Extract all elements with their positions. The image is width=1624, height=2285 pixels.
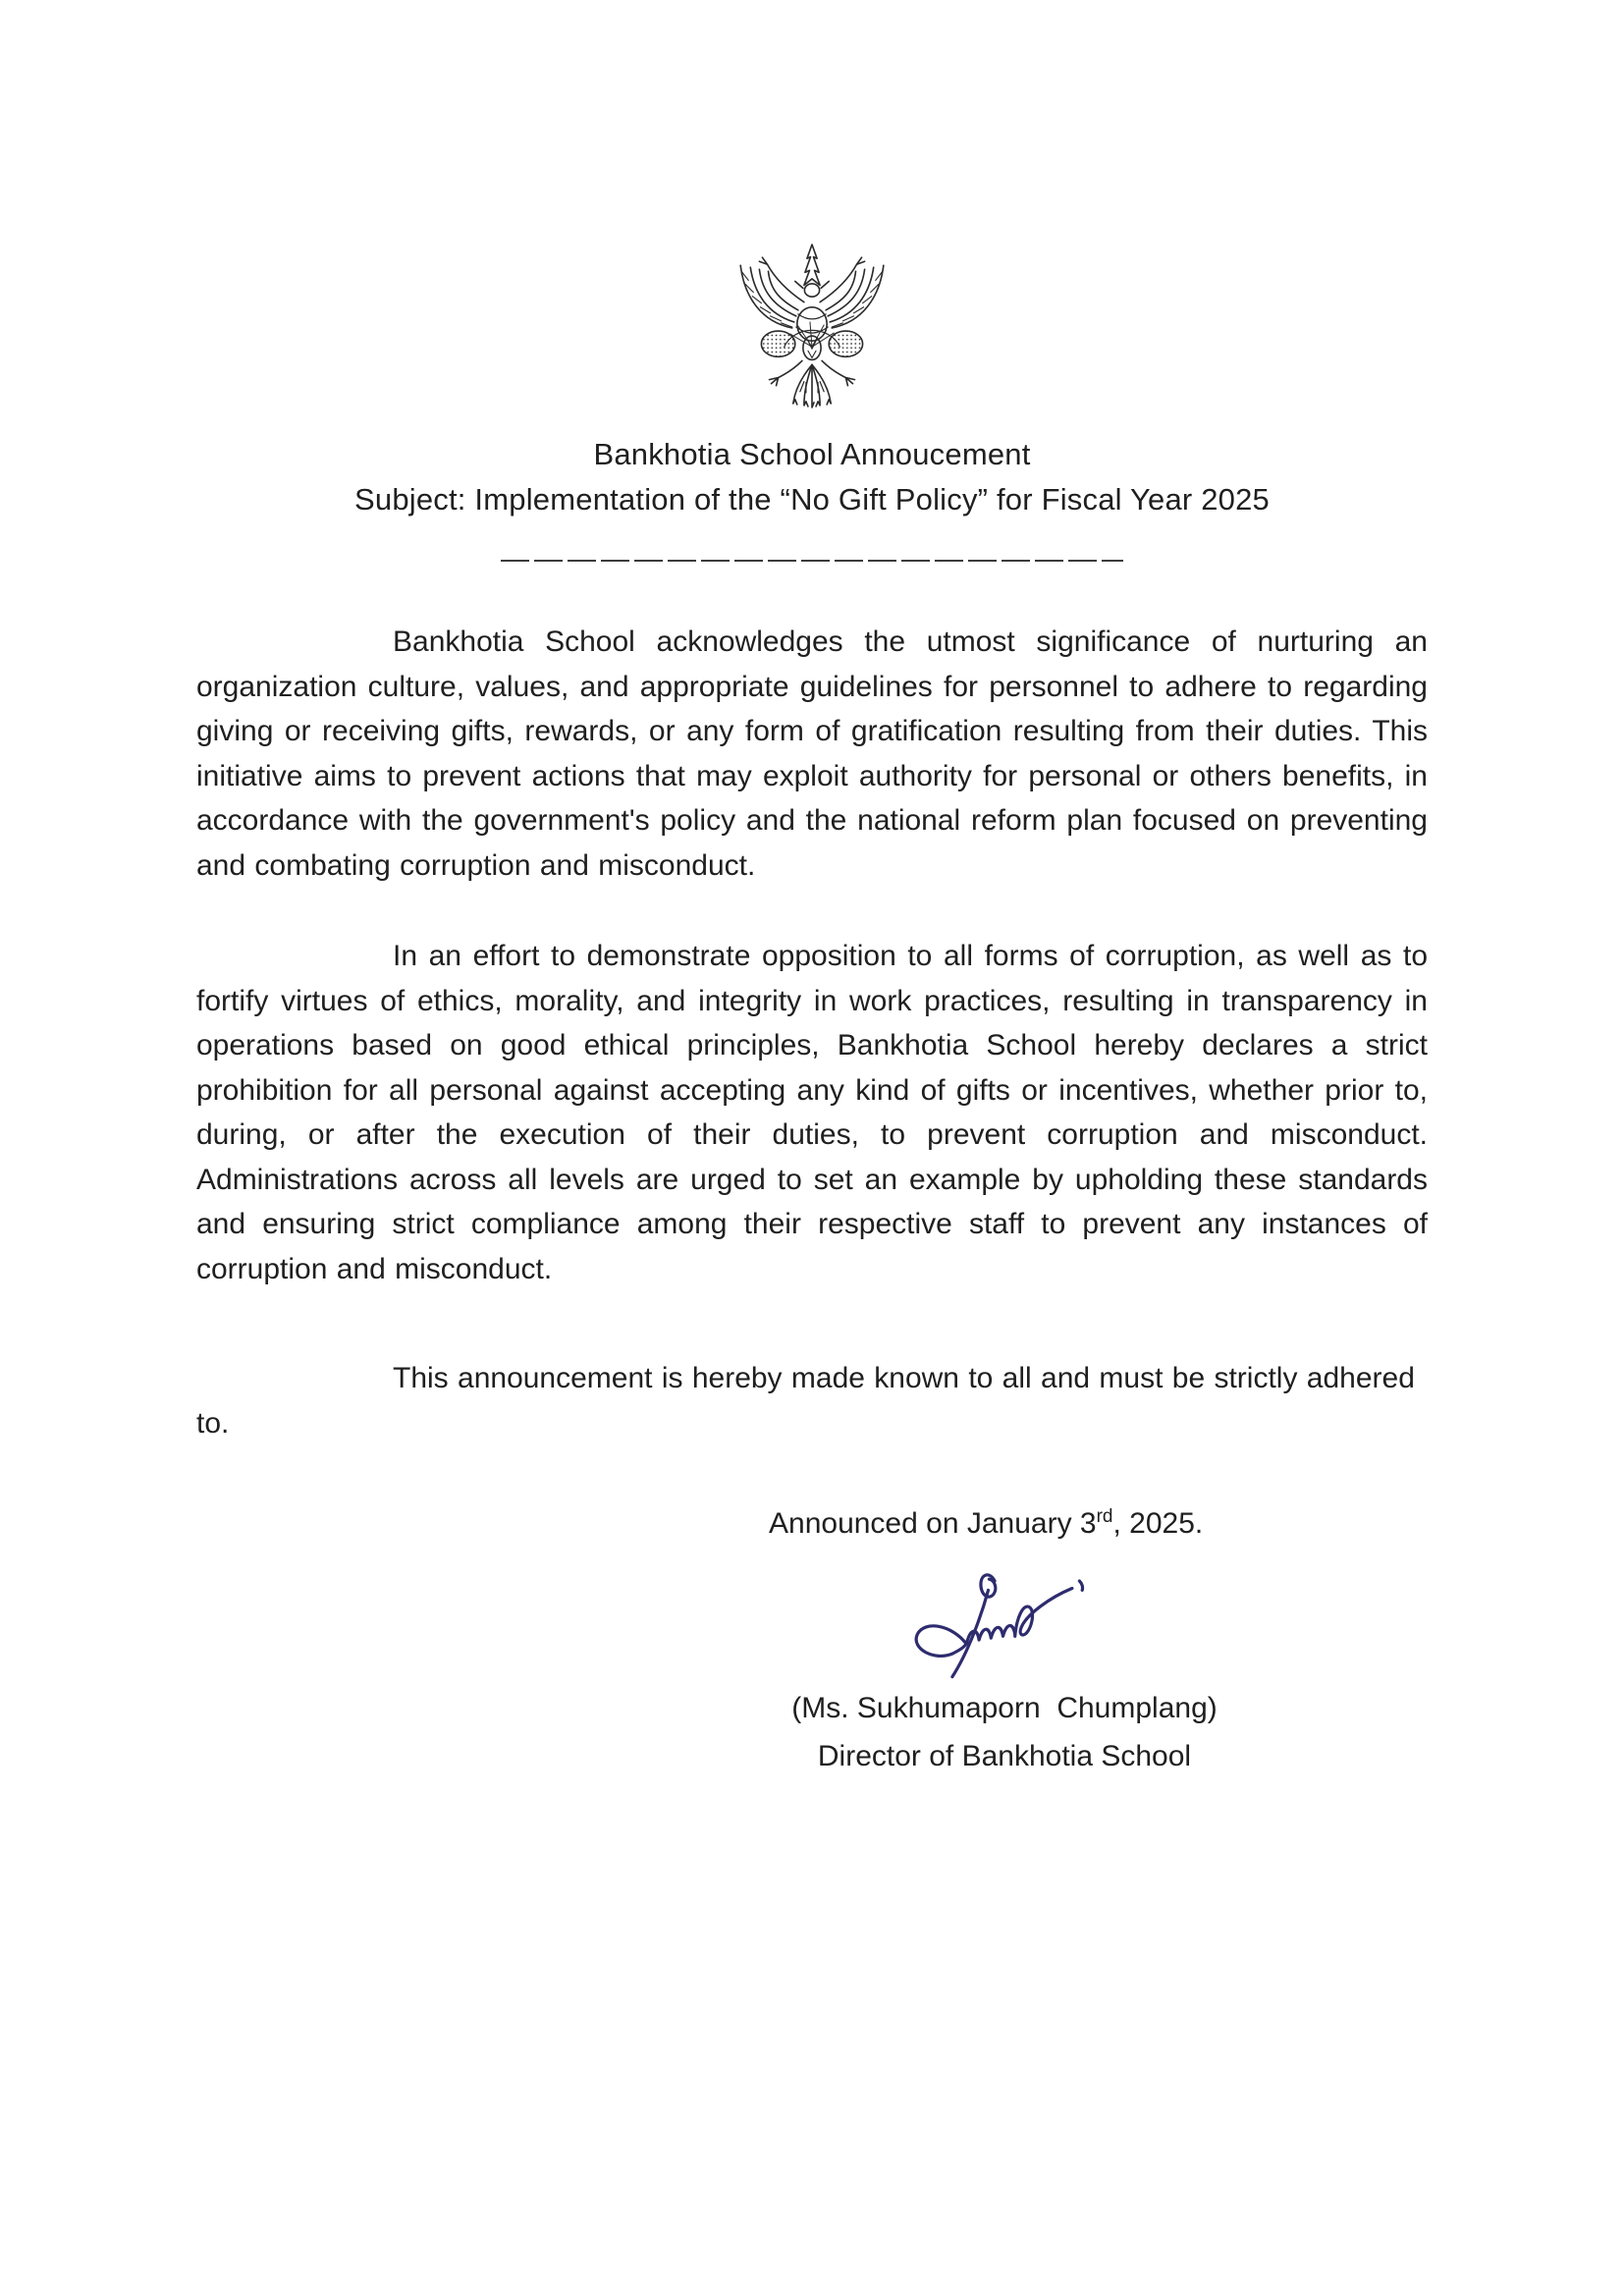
paragraph-1: Bankhotia School acknowledges the utmost significance of nurturing an organization culture, values, and appropriate guidelines for personnel to adhere to regarding giving or receiving gifts, rewards, or any form of gratification resulting from their duties. This initiative aims to prevent actions that may exploit authority for personal or others benefits, in accordance with the government's policy and the national reform plan focused on preventing and combating corruption and misconduct. (196, 626, 1428, 882)
signatory-title: Director of Bankhotia School (817, 1740, 1192, 1772)
document-subject: Subject: Implementation of the “No Gift Policy” for Fiscal Year 2025 (354, 482, 1270, 517)
signature-image (872, 1566, 1119, 1686)
announcement-date-suffix: , 2025. (1112, 1507, 1204, 1540)
garuda-emblem-icon (731, 242, 893, 412)
ordinal-suffix: rd (1096, 1506, 1113, 1527)
announcement-date-line (769, 1501, 1203, 1547)
document-title: Bankhotia School Annoucement (593, 437, 1031, 471)
announcement-date-prefix: Announced on January 3 (769, 1507, 1097, 1540)
divider-line (501, 560, 1123, 562)
signature-block (749, 1684, 1260, 1780)
signatory-name: (Ms. Sukhumaporn Chumplang) (791, 1692, 1218, 1724)
paragraph-2: In an effort to demonstrate opposition to all forms of corruption, as well as to fortify virtues of ethics, morality, and integrity in work practices, resulting in transparency in operations based on good ethical principles, Bankhotia School hereby declares a strict prohibition for all personal against accepting any kind of gifts or incentives, whether prior to, during, or after the execution of their duties, to prevent corruption and misconduct. Administrations across all levels are urged to set an example by upholding these standards and ensuring strict compliance among their respective staff to prevent any instances of corruption and misconduct. (196, 940, 1428, 1285)
paragraph-3: This announcement is hereby made known to all and must be strictly adhered to. (196, 1362, 1415, 1440)
document-body (196, 620, 1428, 1445)
